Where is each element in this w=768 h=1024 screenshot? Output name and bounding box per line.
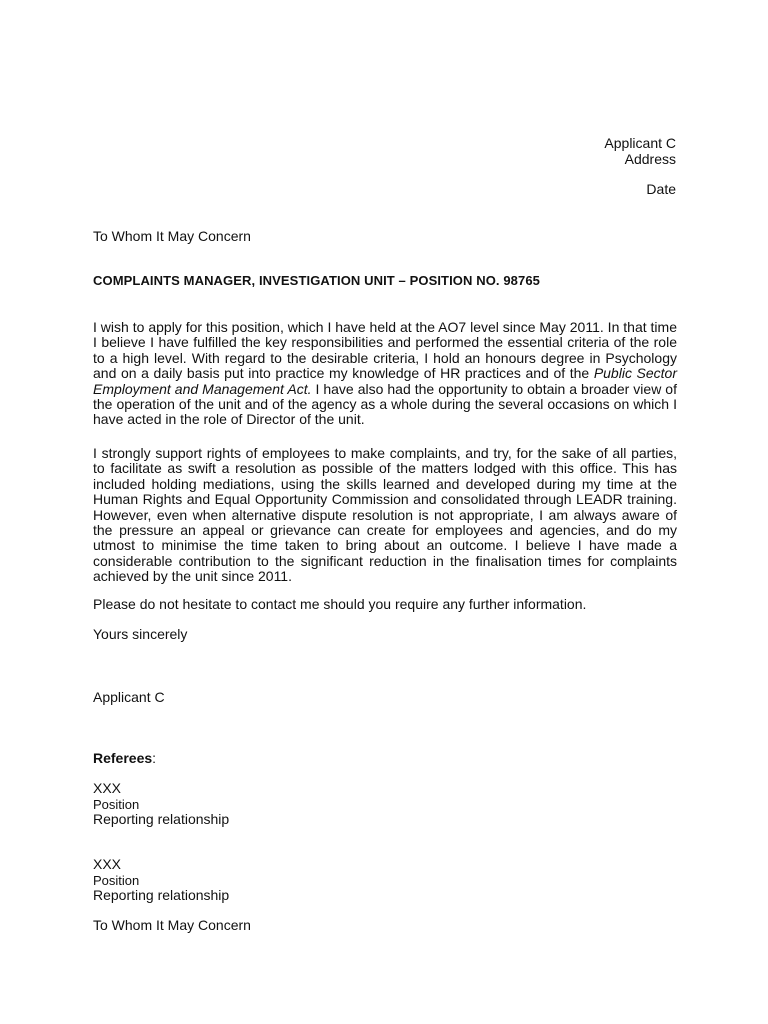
paragraph-1-text-end: I have also had the opportunity to obtain a broader view of the operation of the unit and of the agency as a whole during the several occasions on which I have acted in the role of Director of the unit. [93,380,677,428]
act-title: Public Sector Employment and Management Act. [93,365,678,397]
sender-name: Applicant C [604,135,676,151]
closing: Yours sincerely [93,626,188,642]
referee-position: Position [93,796,140,812]
referees-heading-text: Referees [93,750,153,766]
referee-position: Position [93,872,140,888]
subject-line: COMPLAINTS MANAGER, INVESTIGATION UNIT – POSITION NO. 98765 [93,273,540,288]
paragraph-complaints: I strongly support rights of employees to make complaints, and try, for the sake of all parties, to facilitate as swift a resolution as possible of the matters lodged with this office. This has included holding mediations, using the skills learned and developed during my time at the Human Rights and Equal Opportunity Commission and consolidated through LEADR training. However, even when alternative dispute resolution is not appropriate, I am always aware of the pressure an appeal or grievance can create for employees and agencies, and do my utmost to minimise the time taken to bring about an outcome. I believe I have made a considerable contribution to the significant reduction in the finalisation times for complaints achieved by the unit since 2011. [93,445,677,585]
referee-relationship: Reporting relationship [93,887,230,903]
paragraph-application [93,320,677,428]
paragraph-1-text: I wish to apply for this position, which I have held at the AO7 level since May 2011. In that time I believe I have fulfilled the key responsibilities and performed the essential criteria of the role to a high level. With regard to the desirable criteria, I hold an honours degree in Psychology and on a daily basis put into practice my knowledge of HR practices and of the [93,319,677,382]
sender-block [604,135,676,197]
referee-name: XXX [93,856,122,872]
salutation: To Whom It May Concern [93,228,251,244]
referee-entry [93,857,229,904]
paragraph-contact: Please do not hesitate to contact me should you require any further information. [93,596,587,612]
referee-entry [93,781,229,828]
closing-salutation: To Whom It May Concern [93,917,251,933]
referee-relationship: Reporting relationship [93,811,230,827]
letter-date: Date [646,181,676,197]
signature-name: Applicant C [93,689,165,705]
referees-heading [93,750,156,766]
sender-address: Address [624,151,676,167]
referee-name: XXX [93,780,122,796]
referees-heading-colon: : [152,750,157,766]
